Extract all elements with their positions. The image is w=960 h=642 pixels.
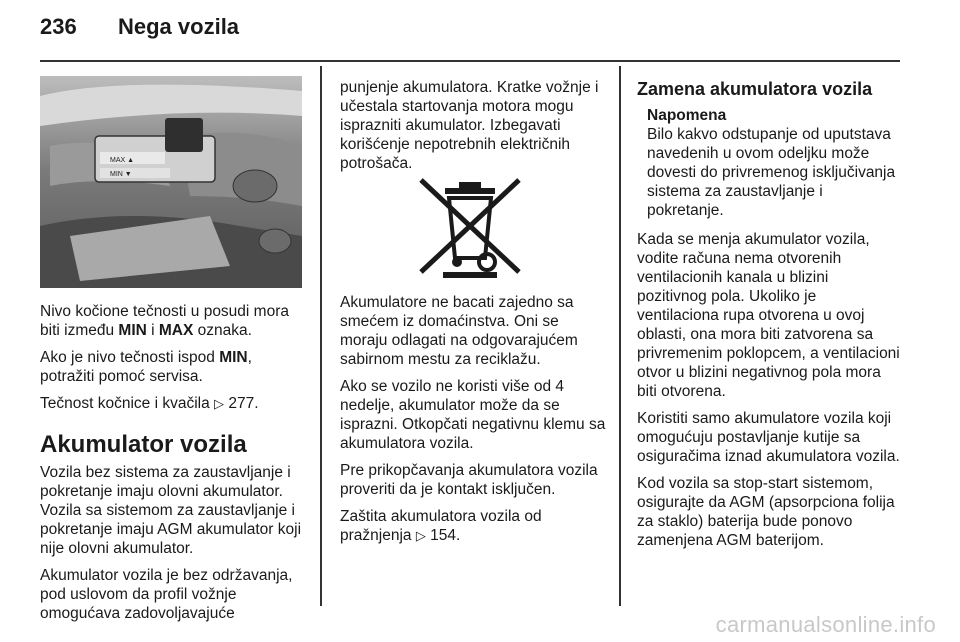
column-1 — [40, 302, 310, 631]
page-title: Nega vozila — [118, 14, 240, 39]
note-body: Bilo kakvo odstupanje od uputstava navedenih u ovom odeljku može dovesti do privremenog isključivanja sistema za zaustavljanje i pokretanje. — [647, 126, 896, 219]
page-reference-link[interactable]: 277. — [228, 395, 259, 412]
min-mark-label: MIN ▼ — [110, 171, 132, 178]
brake-fluid-reservoir-photo — [40, 76, 302, 288]
page-number: 236 — [40, 14, 77, 39]
paragraph-not-used: Ako se vozilo ne koristi više od 4 nedelje, akumulator može da se isprazni. Otkopčati negativnu klemu sa akumulatora vozila. — [340, 378, 606, 452]
column-2-lower — [340, 293, 606, 553]
max-mark-label: MAX ▲ — [110, 157, 135, 164]
note-title: Napomena — [647, 107, 727, 124]
paragraph-brake-level: Nivo kočione tečnosti u posudi mora biti između MIN i MAX oznaka. — [40, 303, 289, 339]
section-heading-replacement: Zamena akumulatora vozila — [637, 79, 873, 99]
crossed-out-bin-icon — [415, 176, 525, 280]
paragraph-discharge-protection: Zaštita akumulatora vozila od pražnjenja ▷ 154. — [340, 508, 542, 544]
paragraph-below-min: Ako je nivo tečnosti ispod MIN, potražiti pomoć servisa. — [40, 349, 252, 385]
note-box — [647, 106, 902, 220]
header-rule — [40, 60, 900, 62]
watermark: carmanualsonline.info — [715, 612, 936, 637]
paragraph-vent-openings: Kada se menja akumulator vozila, vodite računa nema otvorenih ventilacionih kanala u blizini pozitivnog pola. Ukoliko je ventilaciona rupa otvorena u ovoj oblasti, ona mora biti zatvorena sa privremenim poklopcem, a ventilacioni otvor u blizini negativnog pola mora biti otvorena. — [637, 231, 900, 400]
column-2 — [340, 78, 606, 181]
paragraph-maintenance-free: Akumulator vozila je bez održavanja, pod uslovom da profil vožnje omogućava zadovoljavajuće — [40, 567, 293, 622]
paragraph-fuse-box: Koristiti samo akumulatore vozila koji omogućuju postavljanje kutije sa osiguračima iznad akumulatora vozila. — [637, 410, 900, 465]
paragraph-agm: Kod vozila sa stop-start sistemom, osigurajte da AGM (apsorpciona folija za staklo) baterija bude ponovo zamenjena AGM baterijom. — [637, 475, 895, 549]
section-heading-battery: Akumulator vozila — [40, 431, 247, 458]
paragraph-disposal: Akumulatore ne bacati zajedno sa smećem iz domaćinstva. Oni se moraju odlagati na odgovarajućem sabirnom mestu za reciklažu. — [340, 294, 578, 368]
triangle-right-icon: ▷ — [415, 528, 426, 543]
paragraph-battery-types: Vozila bez sistema za zaustavljanje i pokretanje imaju olovni akumulator. Vozila sa sistemom za zaustavljanje i pokretanje imaju AGM akumulator koji nije olovni akumulator. — [40, 464, 302, 557]
triangle-right-icon: ▷ — [214, 396, 225, 411]
paragraph-charging: punjenje akumulatora. Kratke vožnje i učestala startovanja motora mogu isprazniti akumulator. Izbegavati korišćenje nepotrebnih električnih potrošača. — [340, 79, 599, 172]
paragraph-brake-fluid-ref: Tečnost kočnice i kvačila ▷ 277. — [40, 395, 259, 412]
paragraph-ignition-off: Pre prikopčavanja akumulatora vozila proveriti da je kontakt isključen. — [340, 462, 598, 498]
page-reference-link[interactable]: 154. — [430, 527, 461, 544]
column-divider-2 — [619, 66, 621, 606]
column-divider-1 — [320, 66, 322, 606]
column-3 — [637, 78, 902, 558]
